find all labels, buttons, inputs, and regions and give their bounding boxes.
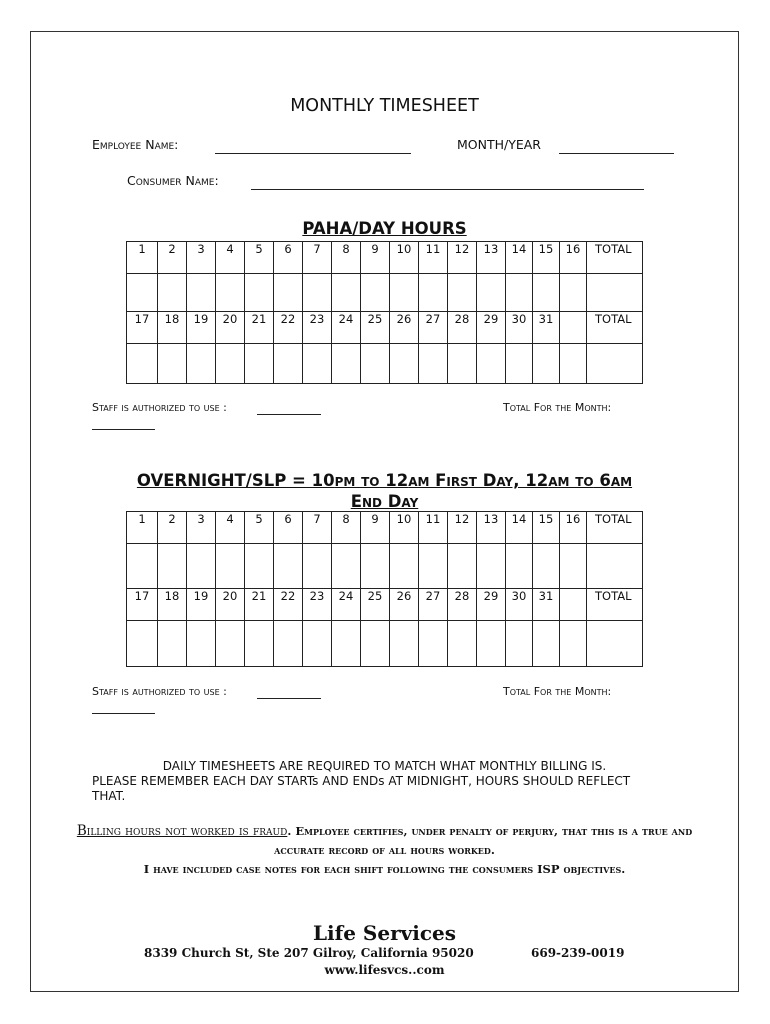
hours-entry-cell[interactable] bbox=[332, 544, 361, 589]
day-number-cell: 7 bbox=[303, 242, 332, 274]
day-number-cell: 31 bbox=[533, 589, 560, 621]
day-number-cell: 21 bbox=[245, 312, 274, 344]
overnight-title-text: OVERNIGHT/SLP = 10 bbox=[136, 471, 335, 490]
hours-entry-cell[interactable] bbox=[477, 621, 506, 667]
hours-entry-cell[interactable] bbox=[216, 274, 245, 312]
hours-entry-cell[interactable] bbox=[533, 544, 560, 589]
hours-entry-cell[interactable] bbox=[332, 344, 361, 384]
overnight-6-text: 6 bbox=[593, 471, 611, 490]
total-month-label-2: Total For the Month: bbox=[503, 685, 612, 698]
hours-entry-cell[interactable] bbox=[560, 274, 587, 312]
hours-entry-cell[interactable] bbox=[448, 274, 477, 312]
total-entry-cell[interactable] bbox=[587, 274, 643, 312]
staff-authorized-label: Staff is authorized to use : bbox=[92, 401, 227, 414]
day-number-cell: 2 bbox=[158, 512, 187, 544]
hours-entry-cell[interactable] bbox=[245, 274, 274, 312]
hours-entry-cell[interactable] bbox=[127, 621, 158, 667]
hours-entry-cell[interactable] bbox=[419, 274, 448, 312]
hours-entry-cell[interactable] bbox=[533, 274, 560, 312]
day-number-cell: 12 bbox=[448, 512, 477, 544]
hours-entry-cell[interactable] bbox=[477, 544, 506, 589]
day-number-cell: 28 bbox=[448, 312, 477, 344]
day-number-cell: 24 bbox=[332, 312, 361, 344]
staff-authorized-field[interactable] bbox=[257, 414, 321, 415]
hours-entry-cell[interactable] bbox=[303, 621, 332, 667]
day-number-cell: 1 bbox=[127, 512, 158, 544]
consumer-name-field[interactable] bbox=[251, 189, 644, 190]
day-number-cell: 15 bbox=[533, 242, 560, 274]
hours-entry-cell[interactable] bbox=[448, 344, 477, 384]
company-phone: 669-239-0019 bbox=[531, 946, 625, 960]
day-number-cell: 31 bbox=[533, 312, 560, 344]
day-number-cell: 16 bbox=[560, 242, 587, 274]
day-number-cell: 2 bbox=[158, 242, 187, 274]
staff-authorized-field-2[interactable] bbox=[257, 698, 321, 699]
company-name: Life Services bbox=[312, 921, 457, 945]
day-number-cell: 19 bbox=[187, 589, 216, 621]
hours-entry-cell[interactable] bbox=[506, 344, 533, 384]
company-website: www.lifesvcs..com bbox=[324, 963, 445, 977]
day-number-cell: 13 bbox=[477, 242, 506, 274]
day-number-cell: 19 bbox=[187, 312, 216, 344]
hours-entry-cell[interactable] bbox=[187, 344, 216, 384]
day-number-cell: 27 bbox=[419, 589, 448, 621]
hours-entry-cell[interactable] bbox=[506, 544, 533, 589]
day-number-cell: 21 bbox=[245, 589, 274, 621]
hours-entry-cell[interactable] bbox=[245, 544, 274, 589]
hours-entry-cell[interactable] bbox=[332, 621, 361, 667]
day-number-cell: 16 bbox=[560, 512, 587, 544]
hours-entry-cell[interactable] bbox=[477, 344, 506, 384]
overnight-12-text: 12 bbox=[379, 471, 409, 490]
hours-entry-cell[interactable] bbox=[187, 621, 216, 667]
day-number-cell: 14 bbox=[506, 242, 533, 274]
total-entry-cell[interactable] bbox=[587, 344, 643, 384]
day-number-cell: 25 bbox=[361, 589, 390, 621]
fraud-line-2: I have included case notes for each shift following the consumers ISP objectives. bbox=[143, 862, 626, 876]
day-number-cell: 25 bbox=[361, 312, 390, 344]
day-number-cell: 20 bbox=[216, 312, 245, 344]
overnight-am-text: am bbox=[610, 471, 633, 490]
hours-entry-cell[interactable] bbox=[127, 344, 158, 384]
hours-entry-cell[interactable] bbox=[158, 544, 187, 589]
day-number-cell: 4 bbox=[216, 242, 245, 274]
day-number-cell: 8 bbox=[332, 512, 361, 544]
page-title: MONTHLY TIMESHEET bbox=[290, 96, 479, 116]
staff-authorized-field-cont[interactable] bbox=[92, 429, 155, 430]
day-number-cell: 26 bbox=[390, 312, 419, 344]
note-line-1: DAILY TIMESHEETS ARE REQUIRED TO MATCH WHAT MONTHLY BILLING IS. bbox=[162, 759, 607, 773]
hours-entry-cell[interactable] bbox=[274, 344, 303, 384]
day-number-cell: 9 bbox=[361, 512, 390, 544]
hours-entry-cell[interactable] bbox=[216, 544, 245, 589]
hours-entry-cell[interactable] bbox=[332, 274, 361, 312]
hours-entry-cell[interactable] bbox=[560, 344, 587, 384]
day-number-cell: 18 bbox=[158, 589, 187, 621]
hours-entry-cell[interactable] bbox=[419, 544, 448, 589]
day-number-cell: 8 bbox=[332, 242, 361, 274]
hours-entry-cell[interactable] bbox=[477, 274, 506, 312]
note-line-3: THAT. bbox=[92, 789, 126, 803]
day-number-cell: 22 bbox=[274, 589, 303, 621]
month-year-field[interactable] bbox=[559, 153, 674, 154]
consumer-name-label: Consumer Name: bbox=[127, 173, 219, 188]
day-number-cell: 11 bbox=[419, 242, 448, 274]
day-number-cell: 17 bbox=[127, 312, 158, 344]
day-number-cell: 29 bbox=[477, 589, 506, 621]
day-number-cell: 26 bbox=[390, 589, 419, 621]
hours-entry-cell[interactable] bbox=[303, 274, 332, 312]
total-header-cell: TOTAL bbox=[587, 242, 643, 274]
hours-entry-cell[interactable] bbox=[560, 544, 587, 589]
hours-entry-cell[interactable] bbox=[506, 274, 533, 312]
day-number-cell: 18 bbox=[158, 312, 187, 344]
day-number-cell: 23 bbox=[303, 312, 332, 344]
day-number-cell: 15 bbox=[533, 512, 560, 544]
hours-entry-cell[interactable] bbox=[274, 621, 303, 667]
day-number-cell: 22 bbox=[274, 312, 303, 344]
day-number-cell: 3 bbox=[187, 242, 216, 274]
hours-entry-cell[interactable] bbox=[274, 274, 303, 312]
paha-day-hours-grid bbox=[126, 241, 643, 384]
hours-entry-cell[interactable] bbox=[390, 544, 419, 589]
day-number-cell: 10 bbox=[390, 242, 419, 274]
hours-entry-cell[interactable] bbox=[216, 344, 245, 384]
day-number-cell: 24 bbox=[332, 589, 361, 621]
hours-entry-cell[interactable] bbox=[158, 344, 187, 384]
hours-entry-cell[interactable] bbox=[216, 621, 245, 667]
day-number-cell: 30 bbox=[506, 589, 533, 621]
fraud-underlined-text: Billing hours not worked is fraud bbox=[76, 823, 288, 839]
total-header-cell: TOTAL bbox=[587, 512, 643, 544]
day-number-cell: 30 bbox=[506, 312, 533, 344]
day-number-cell: 27 bbox=[419, 312, 448, 344]
fraud-statement bbox=[51, 822, 718, 879]
total-month-label: Total For the Month: bbox=[503, 401, 612, 414]
day-number-cell: 23 bbox=[303, 589, 332, 621]
day-number-cell: 4 bbox=[216, 512, 245, 544]
company-address: 8339 Church St, Ste 207 Gilroy, California 95020 bbox=[144, 946, 474, 960]
timesheet-page bbox=[30, 31, 739, 992]
section-overnight-title bbox=[31, 470, 738, 512]
day-number-cell: 9 bbox=[361, 242, 390, 274]
overnight-first-day-text: am First Day, bbox=[408, 471, 520, 490]
overnight-hours-grid bbox=[126, 511, 643, 667]
hours-entry-cell[interactable] bbox=[187, 544, 216, 589]
overnight-am-to-text: am to bbox=[548, 471, 594, 490]
hours-entry-cell[interactable] bbox=[361, 621, 390, 667]
hours-entry-cell[interactable] bbox=[158, 621, 187, 667]
day-number-cell: 6 bbox=[274, 242, 303, 274]
hours-entry-cell[interactable] bbox=[390, 621, 419, 667]
day-number-cell: 7 bbox=[303, 512, 332, 544]
day-number-cell: 6 bbox=[274, 512, 303, 544]
day-number-cell: 17 bbox=[127, 589, 158, 621]
overnight-end-day-text: End Day bbox=[350, 492, 419, 511]
month-year-label: MONTH/YEAR bbox=[457, 137, 541, 152]
day-number-cell: 1 bbox=[127, 242, 158, 274]
day-number-cell: 29 bbox=[477, 312, 506, 344]
employee-name-field[interactable] bbox=[215, 153, 411, 154]
hours-entry-cell[interactable] bbox=[245, 621, 274, 667]
overnight-pm-text: pm to bbox=[334, 471, 380, 490]
hours-entry-cell[interactable] bbox=[560, 621, 587, 667]
hours-entry-cell[interactable] bbox=[361, 274, 390, 312]
day-number-cell: 10 bbox=[390, 512, 419, 544]
overnight-12b-text: 12 bbox=[519, 471, 549, 490]
day-number-cell: 3 bbox=[187, 512, 216, 544]
hours-entry-cell[interactable] bbox=[303, 544, 332, 589]
employee-name-label: Employee Name: bbox=[92, 137, 179, 152]
hours-entry-cell[interactable] bbox=[361, 344, 390, 384]
day-number-cell: 5 bbox=[245, 242, 274, 274]
hours-entry-cell[interactable] bbox=[245, 344, 274, 384]
staff-authorized-field-2-cont[interactable] bbox=[92, 713, 155, 714]
total-header-cell: TOTAL bbox=[587, 589, 643, 621]
day-number-cell: 11 bbox=[419, 512, 448, 544]
hours-entry-cell[interactable] bbox=[303, 344, 332, 384]
hours-entry-cell[interactable] bbox=[361, 544, 390, 589]
staff-authorized-label-2: Staff is authorized to use : bbox=[92, 685, 227, 698]
hours-entry-cell[interactable] bbox=[390, 274, 419, 312]
hours-entry-cell[interactable] bbox=[127, 544, 158, 589]
day-number-cell: 14 bbox=[506, 512, 533, 544]
hours-entry-cell[interactable] bbox=[506, 621, 533, 667]
fraud-rest-text: . Employee certifies, under penalty of perjury, that this is a true and accurate record of all hours worked. bbox=[274, 824, 693, 857]
total-entry-cell[interactable] bbox=[587, 621, 643, 667]
hours-entry-cell[interactable] bbox=[419, 621, 448, 667]
day-number-cell: 13 bbox=[477, 512, 506, 544]
day-number-cell bbox=[560, 589, 587, 621]
section-paha-day-title: PAHA/DAY HOURS bbox=[302, 219, 467, 238]
hours-entry-cell[interactable] bbox=[158, 274, 187, 312]
hours-entry-cell[interactable] bbox=[448, 544, 477, 589]
hours-entry-cell[interactable] bbox=[448, 621, 477, 667]
hours-entry-cell[interactable] bbox=[419, 344, 448, 384]
day-number-cell: 20 bbox=[216, 589, 245, 621]
hours-entry-cell[interactable] bbox=[390, 344, 419, 384]
day-number-cell: 5 bbox=[245, 512, 274, 544]
total-header-cell: TOTAL bbox=[587, 312, 643, 344]
hours-entry-cell[interactable] bbox=[274, 544, 303, 589]
hours-entry-cell[interactable] bbox=[187, 274, 216, 312]
hours-entry-cell[interactable] bbox=[127, 274, 158, 312]
total-entry-cell[interactable] bbox=[587, 544, 643, 589]
day-number-cell: 12 bbox=[448, 242, 477, 274]
day-number-cell: 28 bbox=[448, 589, 477, 621]
hours-entry-cell[interactable] bbox=[533, 344, 560, 384]
day-number-cell bbox=[560, 312, 587, 344]
note-line-2: PLEASE REMEMBER EACH DAY STARTs AND ENDs AT MIDNIGHT, HOURS SHOULD REFLECT bbox=[92, 774, 631, 788]
hours-entry-cell[interactable] bbox=[533, 621, 560, 667]
